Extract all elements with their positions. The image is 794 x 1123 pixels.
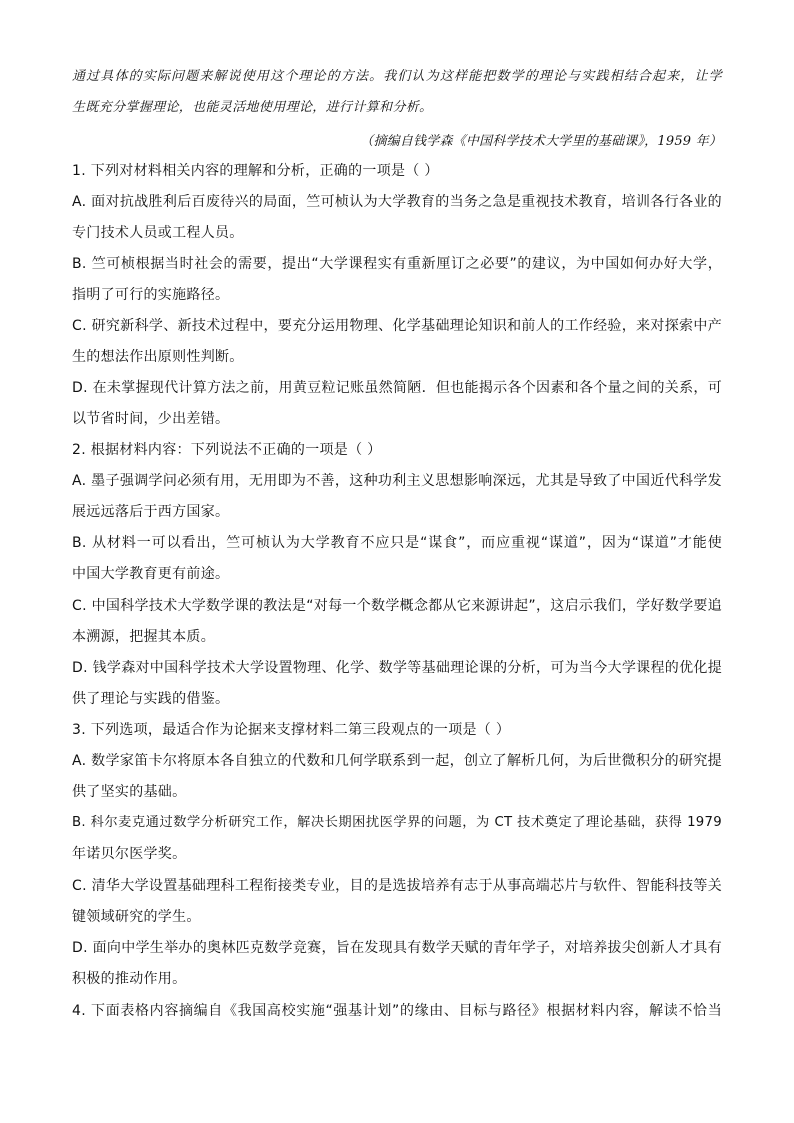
question-2-option-c-cont: 本溯源，把握其本质。: [72, 629, 215, 645]
question-1-option-b-cont: 指明了可行的实施路径。: [72, 287, 230, 303]
material-source-citation: （摘编自钱学森《中国科学技术大学里的基础课》，1959 年）: [360, 134, 722, 149]
material-text-line: 通过具体的实际问题来解说使用这个理论的方法。我们认为这样能把数学的理论与实践相结合起来，让学: [72, 69, 722, 84]
question-4-stem: 4. 下面表格内容摘编自《我国高校实施“强基计划”的缘由、目标与路径》根据材料内容，解读不恰当: [72, 1003, 722, 1019]
question-1-option-c-cont: 生的想法作出原则性判断。: [72, 349, 244, 365]
question-2-option-d: D. 钱学森对中国科学技术大学设置物理、化学、数学等基础理论课的分析，可为当今大学课程的优化提: [72, 660, 722, 676]
question-3-option-b: B. 科尔麦克通过数学分析研究工作，解决长期困扰医学界的问题，为 CT 技术奠定了理论基础，获得 1979: [72, 815, 722, 830]
question-1-option-a: A. 面对抗战胜利后百废待兴的局面，竺可桢认为大学教育的当务之急是重视技术教育，培训各行各业的: [72, 194, 722, 210]
question-2-option-c: C. 中国科学技术大学数学课的教法是“对每一个数学概念都从它来源讲起”，这启示我们，学好数学要追: [72, 598, 722, 614]
question-3-option-a: A. 数学家笛卡尔将原本各自独立的代数和几何学联系到一起，创立了解析几何，为后世微积分的研究提: [72, 753, 722, 769]
question-2-option-a: A. 墨子强调学问必须有用，无用即为不善，这种功利主义思想影响深远，尤其是导致了中国近代科学发: [72, 473, 722, 489]
question-1-option-c: C. 研究新科学、新技术过程中，要充分运用物理、化学基础理论知识和前人的工作经验，来对探索中产: [72, 318, 722, 334]
question-2-option-d-cont: 供了理论与实践的借鉴。: [72, 691, 230, 707]
question-1-option-a-cont: 专门技术人员或工程人员。: [72, 225, 244, 241]
question-1-option-b: B. 竺可桢根据当时社会的需要，提出“大学课程实有重新厘订之必要”的建议，为中国如何办好大学，: [72, 256, 722, 272]
question-3-option-b-cont: 年诺贝尔医学奖。: [72, 846, 187, 862]
question-2-option-b-cont: 中国大学教育更有前途。: [72, 566, 230, 582]
question-3-option-d: D. 面向中学生举办的奥林匹克数学竞赛，旨在发现具有数学天赋的青年学子，对培养拔尖创新人才具有: [72, 940, 722, 956]
question-2-stem: 2. 根据材料内容：下列说法不正确的一项是（ ）: [72, 442, 382, 458]
question-3-option-c: C. 清华大学设置基础理科工程衔接类专业，目的是选拔培养有志于从事高端芯片与软件、智能科技等关: [72, 878, 722, 894]
material-text-line: 生既充分掌握理论，也能灵活地使用理论，进行计算和分析。: [72, 100, 433, 115]
question-2-option-b: B. 从材料一可以看出，竺可桢认为大学教育不应只是“谋食”，而应重视“谋道”，因为“谋道”才能使: [72, 535, 722, 551]
question-2-option-a-cont: 展远远落后于西方国家。: [72, 504, 230, 520]
question-3-option-c-cont: 键领域研究的学生。: [72, 909, 201, 925]
question-3-option-a-cont: 供了坚实的基础。: [72, 784, 187, 800]
question-3-option-d-cont: 积极的推动作用。: [72, 971, 187, 987]
question-1-option-d: D. 在未掌握现代计算方法之前，用黄豆粒记账虽然简陋．但也能揭示各个因素和各个量之间的关系，可: [72, 380, 722, 396]
question-3-stem: 3. 下列选项，最适合作为论据来支撑材料二第三段观点的一项是（ ）: [72, 722, 511, 738]
question-1-option-d-cont: 以节省时间，少出差错。: [72, 411, 230, 427]
question-1-stem: 1. 下列对材料相关内容的理解和分析，正确的一项是（ ）: [72, 163, 439, 179]
